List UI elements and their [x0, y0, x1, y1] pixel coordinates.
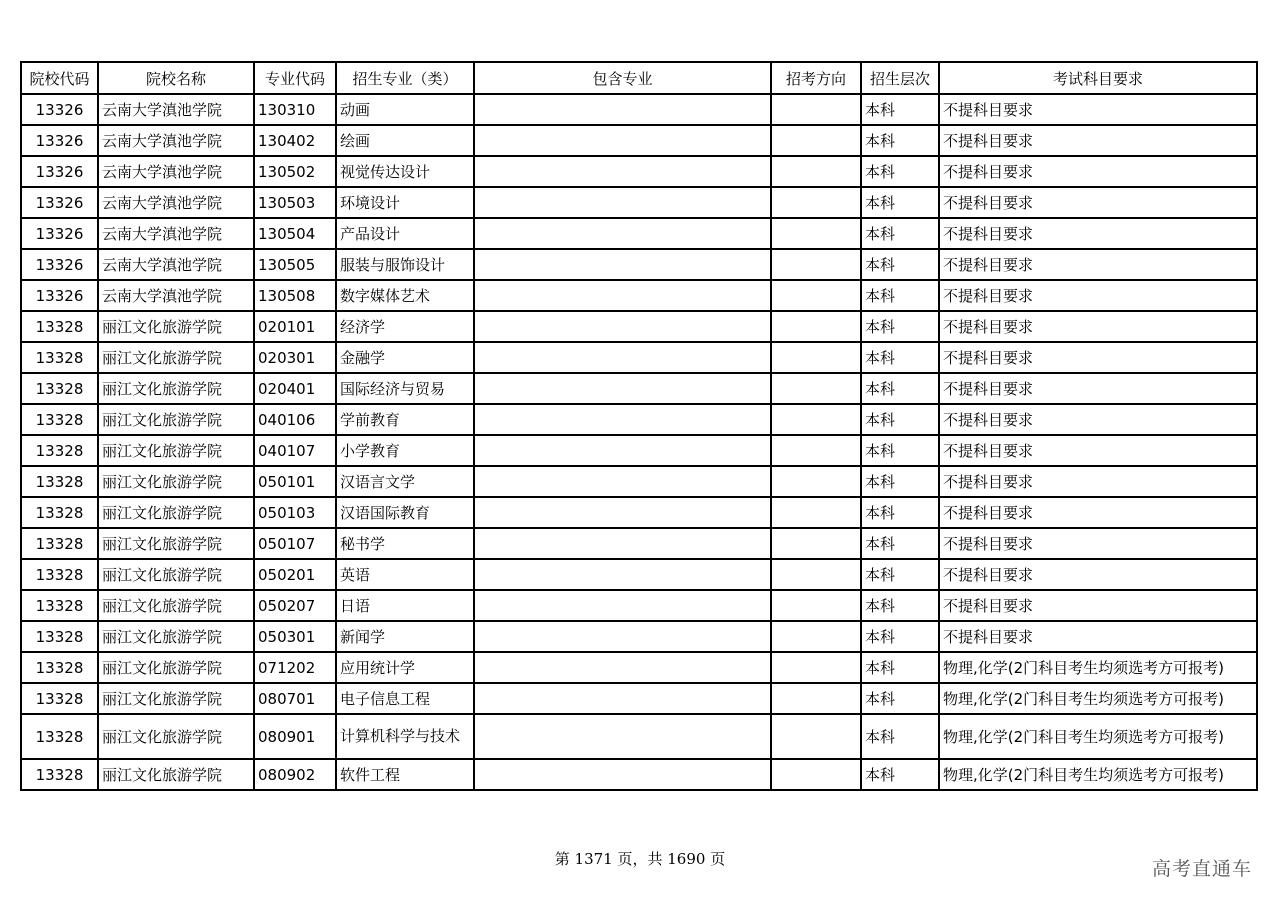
cell-major: 学前教育: [336, 404, 474, 435]
table-row: [21, 683, 1257, 714]
header-school-code: 院校代码: [21, 62, 98, 94]
cell-school-name: 丽江文化旅游学院: [98, 590, 254, 621]
cell-level: 本科: [861, 218, 939, 249]
cell-major: 产品设计: [336, 218, 474, 249]
cell-school-name: 丽江文化旅游学院: [98, 714, 254, 759]
cell-school-name: 云南大学滇池学院: [98, 156, 254, 187]
table-row: [21, 249, 1257, 280]
cell-direction: [771, 497, 861, 528]
cell-includes: [474, 714, 771, 759]
cell-direction: [771, 187, 861, 218]
cell-includes: [474, 559, 771, 590]
cell-major: 视觉传达设计: [336, 156, 474, 187]
cell-level: 本科: [861, 373, 939, 404]
cell-includes: [474, 373, 771, 404]
cell-direction: [771, 342, 861, 373]
cell-major-code: 040106: [254, 404, 336, 435]
cell-level: 本科: [861, 125, 939, 156]
cell-school-code: 13328: [21, 714, 98, 759]
cell-requirement: 物理,化学(2门科目考生均须选考方可报考): [939, 714, 1257, 759]
cell-major-code: 020101: [254, 311, 336, 342]
cell-level: 本科: [861, 94, 939, 125]
cell-major-code: 050107: [254, 528, 336, 559]
cell-school-code: 13328: [21, 342, 98, 373]
table-row: [21, 125, 1257, 156]
cell-school-code: 13326: [21, 125, 98, 156]
cell-includes: [474, 497, 771, 528]
cell-school-code: 13328: [21, 590, 98, 621]
cell-major-code: 020301: [254, 342, 336, 373]
table-row: [21, 404, 1257, 435]
cell-level: 本科: [861, 342, 939, 373]
table-row: [21, 280, 1257, 311]
cell-school-name: 丽江文化旅游学院: [98, 373, 254, 404]
cell-school-name: 丽江文化旅游学院: [98, 404, 254, 435]
cell-school-code: 13328: [21, 621, 98, 652]
cell-requirement: 物理,化学(2门科目考生均须选考方可报考): [939, 652, 1257, 683]
cell-school-name: 丽江文化旅游学院: [98, 759, 254, 790]
cell-major: 小学教育: [336, 435, 474, 466]
page-number: 第 1371 页，共 1690 页: [554, 850, 726, 868]
cell-level: 本科: [861, 590, 939, 621]
cell-major-code: 130504: [254, 218, 336, 249]
cell-level: 本科: [861, 528, 939, 559]
cell-school-name: 丽江文化旅游学院: [98, 342, 254, 373]
table-row: [21, 759, 1257, 790]
cell-school-name: 云南大学滇池学院: [98, 125, 254, 156]
cell-includes: [474, 94, 771, 125]
header-school-name: 院校名称: [98, 62, 254, 94]
cell-level: 本科: [861, 559, 939, 590]
cell-school-name: 丽江文化旅游学院: [98, 652, 254, 683]
cell-major: 经济学: [336, 311, 474, 342]
cell-major-code: 080701: [254, 683, 336, 714]
cell-includes: [474, 528, 771, 559]
cell-school-code: 13328: [21, 404, 98, 435]
cell-school-code: 13326: [21, 280, 98, 311]
cell-major: 国际经济与贸易: [336, 373, 474, 404]
cell-requirement: 不提科目要求: [939, 218, 1257, 249]
cell-major: 绘画: [336, 125, 474, 156]
cell-school-code: 13328: [21, 497, 98, 528]
cell-direction: [771, 714, 861, 759]
cell-direction: [771, 590, 861, 621]
header-direction: 招考方向: [771, 62, 861, 94]
cell-requirement: 不提科目要求: [939, 280, 1257, 311]
table-row: [21, 559, 1257, 590]
cell-requirement: 不提科目要求: [939, 497, 1257, 528]
cell-school-code: 13328: [21, 559, 98, 590]
cell-level: 本科: [861, 187, 939, 218]
cell-major-code: 130508: [254, 280, 336, 311]
cell-level: 本科: [861, 404, 939, 435]
cell-major: 服装与服饰设计: [336, 249, 474, 280]
cell-major: 日语: [336, 590, 474, 621]
cell-level: 本科: [861, 466, 939, 497]
cell-level: 本科: [861, 652, 939, 683]
table-row: [21, 218, 1257, 249]
cell-school-name: 云南大学滇池学院: [98, 218, 254, 249]
cell-school-name: 丽江文化旅游学院: [98, 621, 254, 652]
cell-level: 本科: [861, 759, 939, 790]
cell-school-code: 13326: [21, 249, 98, 280]
cell-includes: [474, 590, 771, 621]
table-row: [21, 187, 1257, 218]
cell-school-code: 13328: [21, 652, 98, 683]
cell-includes: [474, 466, 771, 497]
cell-requirement: 不提科目要求: [939, 435, 1257, 466]
table-row: [21, 621, 1257, 652]
table-row: [21, 714, 1257, 759]
cell-major: 汉语言文学: [336, 466, 474, 497]
cell-requirement: 不提科目要求: [939, 559, 1257, 590]
cell-requirement: 不提科目要求: [939, 528, 1257, 559]
cell-school-code: 13326: [21, 156, 98, 187]
cell-major-code: 080901: [254, 714, 336, 759]
cell-major: 计算机科学与技术: [336, 714, 474, 759]
cell-school-name: 丽江文化旅游学院: [98, 528, 254, 559]
cell-requirement: 物理,化学(2门科目考生均须选考方可报考): [939, 759, 1257, 790]
cell-includes: [474, 652, 771, 683]
cell-school-name: 云南大学滇池学院: [98, 94, 254, 125]
cell-includes: [474, 280, 771, 311]
cell-includes: [474, 683, 771, 714]
cell-direction: [771, 559, 861, 590]
cell-level: 本科: [861, 156, 939, 187]
cell-level: 本科: [861, 280, 939, 311]
cell-major-code: 071202: [254, 652, 336, 683]
table-row: [21, 466, 1257, 497]
cell-level: 本科: [861, 621, 939, 652]
cell-direction: [771, 94, 861, 125]
cell-school-code: 13328: [21, 373, 98, 404]
cell-requirement: 不提科目要求: [939, 373, 1257, 404]
cell-direction: [771, 683, 861, 714]
cell-direction: [771, 373, 861, 404]
cell-requirement: 不提科目要求: [939, 125, 1257, 156]
cell-school-code: 13326: [21, 218, 98, 249]
cell-direction: [771, 249, 861, 280]
header-level: 招生层次: [861, 62, 939, 94]
watermark: 高考直通车: [1151, 858, 1252, 880]
cell-level: 本科: [861, 497, 939, 528]
cell-direction: [771, 435, 861, 466]
cell-school-code: 13328: [21, 311, 98, 342]
table-row: [21, 528, 1257, 559]
cell-school-name: 云南大学滇池学院: [98, 249, 254, 280]
cell-direction: [771, 280, 861, 311]
cell-school-name: 丽江文化旅游学院: [98, 435, 254, 466]
cell-school-code: 13328: [21, 759, 98, 790]
cell-direction: [771, 652, 861, 683]
cell-major-code: 130402: [254, 125, 336, 156]
cell-level: 本科: [861, 311, 939, 342]
cell-requirement: 不提科目要求: [939, 590, 1257, 621]
table-row: [21, 94, 1257, 125]
table-row: [21, 342, 1257, 373]
cell-major: 软件工程: [336, 759, 474, 790]
cell-major-code: 050103: [254, 497, 336, 528]
header-major: 招生专业（类）: [336, 62, 474, 94]
table-row: [21, 652, 1257, 683]
table-row: [21, 435, 1257, 466]
cell-requirement: 不提科目要求: [939, 466, 1257, 497]
cell-direction: [771, 125, 861, 156]
table-body: [21, 94, 1257, 790]
cell-major: 金融学: [336, 342, 474, 373]
cell-direction: [771, 466, 861, 497]
cell-school-code: 13326: [21, 187, 98, 218]
cell-requirement: 不提科目要求: [939, 94, 1257, 125]
cell-direction: [771, 156, 861, 187]
cell-includes: [474, 342, 771, 373]
table-row: [21, 590, 1257, 621]
cell-requirement: 不提科目要求: [939, 621, 1257, 652]
cell-includes: [474, 759, 771, 790]
cell-direction: [771, 759, 861, 790]
header-major-code: 专业代码: [254, 62, 336, 94]
cell-school-name: 丽江文化旅游学院: [98, 559, 254, 590]
cell-major-code: 130503: [254, 187, 336, 218]
table-row: [21, 156, 1257, 187]
table-row: [21, 311, 1257, 342]
cell-major-code: 130310: [254, 94, 336, 125]
cell-major: 动画: [336, 94, 474, 125]
cell-major: 汉语国际教育: [336, 497, 474, 528]
cell-includes: [474, 218, 771, 249]
cell-school-name: 丽江文化旅游学院: [98, 683, 254, 714]
table-header-row: [21, 62, 1257, 94]
cell-direction: [771, 404, 861, 435]
cell-includes: [474, 249, 771, 280]
cell-major-code: 050101: [254, 466, 336, 497]
cell-major-code: 130505: [254, 249, 336, 280]
cell-major-code: 040107: [254, 435, 336, 466]
cell-major-code: 080902: [254, 759, 336, 790]
cell-major: 环境设计: [336, 187, 474, 218]
cell-level: 本科: [861, 435, 939, 466]
cell-includes: [474, 404, 771, 435]
cell-level: 本科: [861, 683, 939, 714]
header-requirement: 考试科目要求: [939, 62, 1257, 94]
cell-level: 本科: [861, 714, 939, 759]
cell-includes: [474, 156, 771, 187]
cell-direction: [771, 528, 861, 559]
cell-direction: [771, 311, 861, 342]
cell-major: 新闻学: [336, 621, 474, 652]
cell-direction: [771, 218, 861, 249]
cell-major-code: 050301: [254, 621, 336, 652]
cell-includes: [474, 311, 771, 342]
cell-requirement: 不提科目要求: [939, 404, 1257, 435]
cell-school-code: 13328: [21, 466, 98, 497]
enrollment-table: [20, 61, 1258, 791]
cell-includes: [474, 125, 771, 156]
cell-major: 秘书学: [336, 528, 474, 559]
cell-requirement: 不提科目要求: [939, 187, 1257, 218]
cell-includes: [474, 621, 771, 652]
cell-major-code: 050201: [254, 559, 336, 590]
cell-requirement: 物理,化学(2门科目考生均须选考方可报考): [939, 683, 1257, 714]
cell-includes: [474, 435, 771, 466]
cell-school-name: 云南大学滇池学院: [98, 280, 254, 311]
cell-school-code: 13328: [21, 528, 98, 559]
table-row: [21, 497, 1257, 528]
cell-school-code: 13326: [21, 94, 98, 125]
cell-major-code: 130502: [254, 156, 336, 187]
cell-major-code: 020401: [254, 373, 336, 404]
cell-major: 电子信息工程: [336, 683, 474, 714]
cell-school-code: 13328: [21, 683, 98, 714]
cell-direction: [771, 621, 861, 652]
cell-requirement: 不提科目要求: [939, 156, 1257, 187]
cell-requirement: 不提科目要求: [939, 249, 1257, 280]
cell-major: 英语: [336, 559, 474, 590]
cell-school-code: 13328: [21, 435, 98, 466]
cell-major: 数字媒体艺术: [336, 280, 474, 311]
header-includes: 包含专业: [474, 62, 771, 94]
cell-includes: [474, 187, 771, 218]
cell-school-name: 丽江文化旅游学院: [98, 311, 254, 342]
cell-school-name: 云南大学滇池学院: [98, 187, 254, 218]
cell-requirement: 不提科目要求: [939, 342, 1257, 373]
cell-major: 应用统计学: [336, 652, 474, 683]
cell-school-name: 丽江文化旅游学院: [98, 497, 254, 528]
table-row: [21, 373, 1257, 404]
cell-requirement: 不提科目要求: [939, 311, 1257, 342]
cell-school-name: 丽江文化旅游学院: [98, 466, 254, 497]
cell-major-code: 050207: [254, 590, 336, 621]
cell-level: 本科: [861, 249, 939, 280]
